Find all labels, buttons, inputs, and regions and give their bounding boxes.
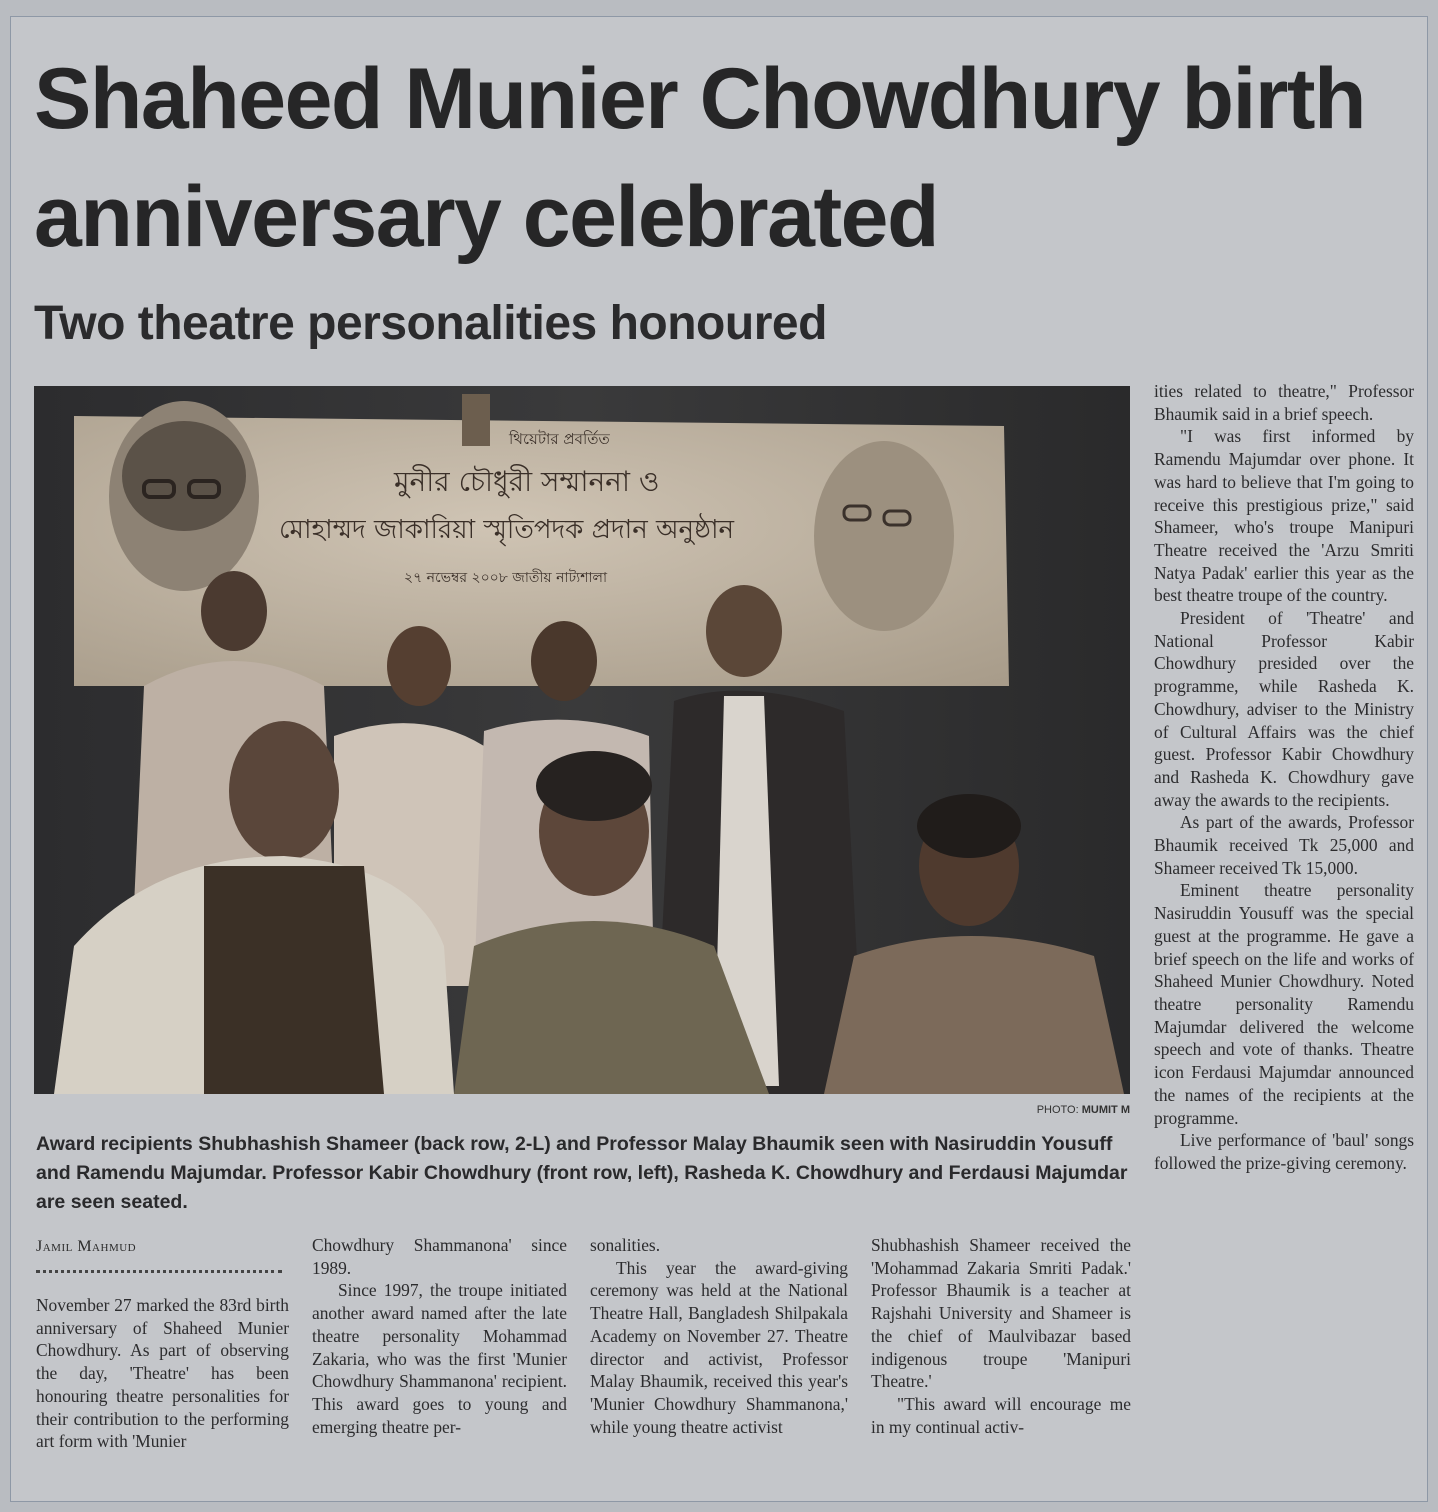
banner-line-2: মোহাম্মদ জাকারিয়া স্মৃতিপদক প্রদান অনুষ্ঠান xyxy=(279,515,735,545)
paragraph: Live performance of 'baul' songs followed the prize-giving ceremony. xyxy=(1154,1130,1414,1173)
paragraph: This year the award-giving ceremony was held at the National Theatre Hall, Bangladesh Shilpakala Academy on November 27. Theatre director and activist, Professor Malay Bhaumik, received this year's 'Munier Chowdhury Shammanona,' while young theatre activist xyxy=(590,1257,848,1437)
banner-line-3: ২৭ নভেম্বর ২০০৮ জাতীয় নাট্যশালা xyxy=(404,570,608,586)
paragraph: Chowdhury Shammanona' since 1989. xyxy=(312,1235,567,1278)
article-column-4 xyxy=(871,1234,1131,1438)
photo-credit-label: PHOTO: xyxy=(1036,1104,1079,1116)
paragraph: "This award will encourage me in my continual activ- xyxy=(871,1393,1131,1437)
banner-line-1: মুনীর চৌধুরী সম্মাননা ও xyxy=(394,465,660,498)
photo-credit xyxy=(940,1104,1130,1116)
paragraph: "I was first informed by Ramendu Majumdar over phone. It was hard to believe that I'm going to receive this prestigious prize," said Shameer, who's troupe Manipuri Theatre received the 'Arzu Smriti Natya Padak' earlier this year as the best theatre troupe of the country. xyxy=(1154,426,1414,606)
article-column-5 xyxy=(1154,380,1414,1175)
paragraph: Eminent theatre personality Nasiruddin Yousuff was the special guest at the programme. He gave a brief speech on the life and works of Shaheed Munier Chowdhury. Noted theatre personality Ramendu Majumdar delivered the welcome speech and vote of thanks. Theatre icon Ferdausi Majumdar announced the names of the recipients at the programme. xyxy=(1154,880,1414,1128)
portrait-right xyxy=(814,441,954,631)
theatre-logo xyxy=(462,394,490,446)
article-column-3 xyxy=(590,1234,848,1438)
byline-divider xyxy=(36,1270,282,1273)
photo-credit-name: MUMIT M xyxy=(1081,1104,1130,1116)
paragraph: Since 1997, the troupe initiated another award named after the late theatre personality Mohammad Zakaria, who was the first 'Munier Chowdhury Shammanona' recipient. This award goes to young and emerging theatre per- xyxy=(312,1280,567,1437)
paragraph: sonalities. xyxy=(590,1235,661,1255)
byline: Jamil Mahmud xyxy=(36,1238,137,1255)
paragraph: As part of the awards, Professor Bhaumik received Tk 25,000 and Shameer received Tk 15,000. xyxy=(1154,812,1414,878)
paragraph: November 27 marked the 83rd birth anniversary of Shaheed Munier Chowdhury. As part of observing the day, 'Theatre' has been honouring theatre personalities for their contribution to the performing art form with 'Munier xyxy=(36,1295,289,1452)
banner-organizer-text: থিয়েটার প্রবর্তিত xyxy=(509,430,610,448)
article-column-2 xyxy=(312,1234,567,1438)
photo-caption: Award recipients Shubhashish Shameer (back row, 2-L) and Professor Malay Bhaumik seen with Nasiruddin Yousuff and Ramendu Majumdar. Professor Kabir Chowdhury (front row, left), Rasheda K. Chowdhury and Ferdausi Majumdar are seen seated. xyxy=(36,1133,1128,1213)
paragraph: ities related to theatre," Professor Bhaumik said in a brief speech. xyxy=(1154,381,1414,424)
headline: Shaheed Munier Chowdhury birth anniversary celebrated xyxy=(34,51,1366,265)
paragraph: Shubhashish Shameer received the 'Mohammad Zakaria Smriti Padak.' Professor Bhaumik is a teacher at Rajshahi University and Shameer is the chief of Maulvibazar based indigenous troupe 'Manipuri Theatre.' xyxy=(871,1235,1131,1392)
paragraph: President of 'Theatre' and National Professor Kabir Chowdhury presided over the programme, while Rasheda K. Chowdhury, adviser to the Ministry of Cultural Affairs was the chief guest. Professor Kabir Chowdhury and Rasheda K. Chowdhury gave away the awards to the recipients. xyxy=(1154,608,1414,810)
article-column-1 xyxy=(36,1294,289,1453)
subheadline: Two theatre personalities honoured xyxy=(34,297,827,350)
event-photo xyxy=(34,386,1130,1094)
portrait-left xyxy=(109,401,259,591)
